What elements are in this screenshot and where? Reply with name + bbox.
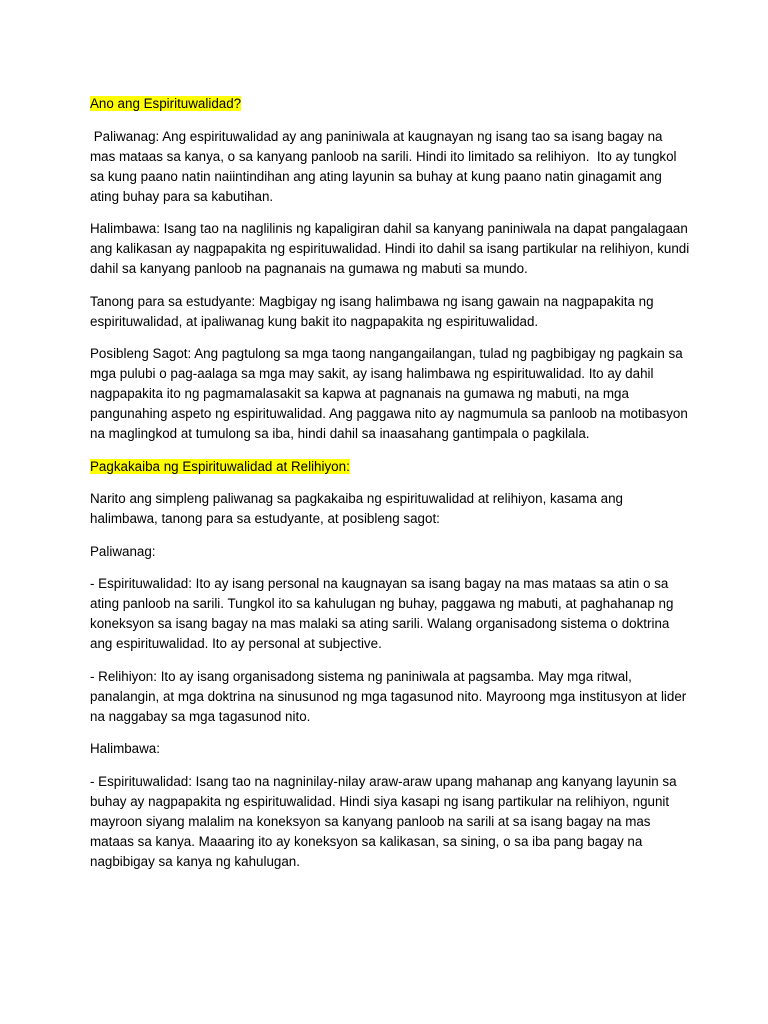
- document-page: [90, 94, 690, 884]
- heading-highlight: Pagkakaiba ng Espirituwalidad at Relihiyon:: [90, 458, 350, 474]
- paragraph-halimbawa: Halimbawa: Isang tao na naglilinis ng kapaligiran dahil sa kanyang paniniwala na dapat pangalagaan ang kalikasan ay nagpapakita ng espirituwalidad. Hindi ito dahil sa isang partikular na relihiyon, kundi dahil sa kanyang panloob na pagnanais na gumawa ng mabuti sa mundo.: [90, 221, 690, 276]
- paragraph-espirituwalidad-def: - Espirituwalidad: Ito ay isang personal na kaugnayan sa isang bagay na mas mataas sa atin o sa ating panloob na sarili. Tungkol ito sa kahulugan ng buhay, paggawa ng mabuti, at paghahanap ng koneksyon sa isang bagay na mas malaki sa ating sarili. Walang organisadong sistema o doktrina ang espirituwalidad. Ito ay personal at subjective.: [90, 576, 674, 651]
- paragraph-halimbawa-label: Halimbawa:: [90, 741, 160, 756]
- paragraph-paliwanag-label: Paliwanag:: [90, 543, 156, 559]
- paragraph-narito: Narito ang simpleng paliwanag sa pagkakaiba ng espirituwalidad at relihiyon, kasama ang halimbawa, tanong para sa estudyante, at posibleng sagot:: [90, 491, 623, 526]
- paragraph-posibleng-sagot: Posibleng Sagot: Ang pagtulong sa mga taong nangangailangan, tulad ng pagbibigay ng pagkain sa mga pulubi o pag-aalaga sa mga may sakit, ay isang halimbawa ng espirituwalidad. Ito ay dahil nagpapakita ito ng pagmamalasakit sa kapwa at pagnanais na gumawa ng mabuti, na mga pangunahing aspeto ng espirituwalidad. Ang paggawa nito ay nagmumula sa panloob na motibasyon na maglingkod at tumulong sa iba, hindi dahil sa inaasahang gantimpala o pagkilala.: [90, 346, 688, 441]
- heading-highlight: Ano ang Espirituwalidad?: [90, 96, 242, 111]
- paragraph-paliwanag: Paliwanag: Ang espirituwalidad ay ang paniniwala at kaugnayan ng isang tao sa isang bagay na mas mataas sa kanya, o sa kanyang panloob na sarili. Hindi ito limitado sa relihiyon. Ito ay tungkol sa kung paano natin naiintindihan ang ating layunin sa buhay at kung paano natin ginagamit ang ating buhay para sa kabutihan.: [90, 128, 681, 204]
- section-heading-pagkakaiba: [90, 457, 690, 477]
- paragraph-tanong: Tanong para sa estudyante: Magbigay ng isang halimbawa ng isang gawain na nagpapakita ng espirituwalidad, at ipaliwanag kung bakit ito nagpapakita ng espirituwalidad.: [90, 293, 654, 329]
- paragraph-relihiyon-def: - Relihiyon: Ito ay isang organisadong sistema ng paniniwala at pagsamba. May mga ritwal, panalangin, at mga doktrina na sinusunod ng mga tagasunod nito. Mayroong mga institusyon at lider na naggabay sa mga tagasunod nito.: [90, 668, 687, 724]
- paragraph-espirituwalidad-example: - Espirituwalidad: Isang tao na nagninilay-nilay araw-araw upang mahanap ang kanyang layunin sa buhay ay nagpapakita ng espirituwalidad. Hindi siya kasapi ng isang partikular na relihiyon, ngunit mayroon siyang malalim na koneksyon sa kanyang panloob na sarili at sa isang bagay na mas mataas sa kanya. Maaaring ito ay koneksyon sa kalikasan, sa sining, o sa iba pang bagay na nagbibigay sa kanya ng kahulugan.: [90, 773, 677, 869]
- section-heading-espirituwalidad: [90, 94, 690, 114]
